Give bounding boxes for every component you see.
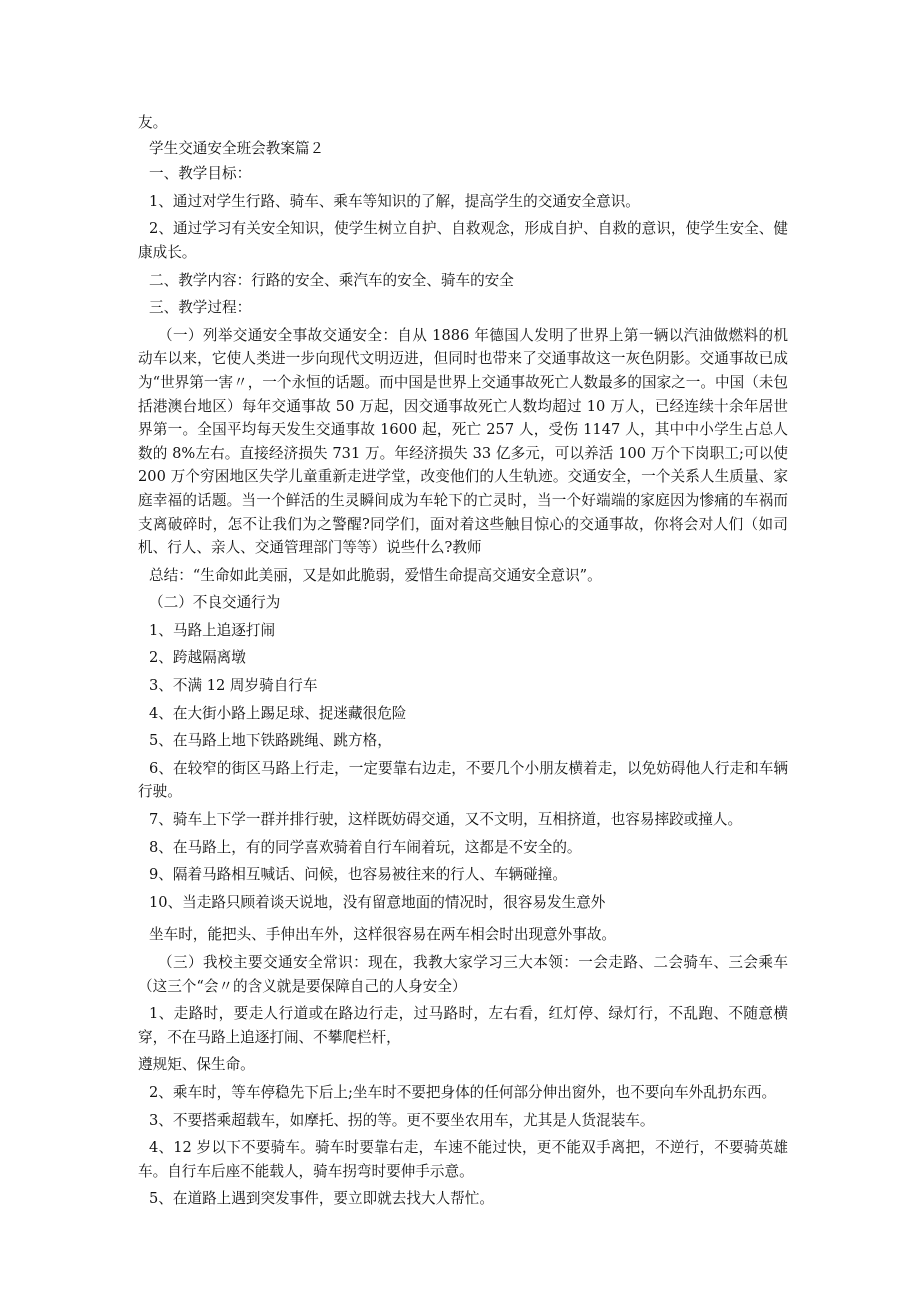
- safety-item-5: 5、在道路上遇到突发事件，要立即就去找大人帮忙。: [149, 1190, 494, 1208]
- safety-item-2: 2、乘车时，等车停稳先下后上;坐车时不要把身体的任何部分伸出窗外，也不要向车外乱扔东西。: [149, 1083, 777, 1101]
- safety-item-1-continuation: 遵规矩、保生命。: [138, 1056, 255, 1074]
- goal-item-2: 2、通过学习有关安全知识，使学生树立自护、自救观念，形成自护、自救的意识，使学生安全、健康成长。: [138, 220, 788, 261]
- heading-teaching-goals: 一、教学目标：: [149, 165, 252, 183]
- safety-item-3: 3、不要搭乘超载车，如摩托、拐的等。更不要坐农用车，尤其是人货混装车。: [149, 1111, 655, 1129]
- paragraph-continuation: 友。: [138, 114, 168, 131]
- heading-bad-behaviors: （二）不良交通行为: [149, 594, 281, 612]
- goal-item-1: 1、通过对学生行路、骑车、乘车等知识的了解，提高学生的交通安全意识。: [149, 192, 640, 210]
- paragraph-riding-warning: 坐车时，能把头、手伸出车外，这样很容易在两车相会时出现意外事故。: [149, 926, 617, 944]
- list-item: 6、在较窄的街区马路上行走，一定要靠右边走，不要几个小朋友横着走，以免妨碍他人行走和车辆行驶。: [138, 759, 788, 801]
- list-item: 10、当走路只顾着谈天说地，没有留意地面的情况时，很容易发生意外: [149, 893, 606, 911]
- list-item: 4、在大街小路上踢足球、捉迷藏很危险: [149, 704, 407, 722]
- list-item: 7、骑车上下学一群并排行驶，这样既妨碍交通，又不文明，互相挤道，也容易摔跤或撞人。: [149, 811, 743, 829]
- list-item: 3、不满 12 周岁骑自行车: [149, 677, 318, 695]
- paragraph-accident-statistics: （一）列举交通安全事故交通安全：自从 1886 年德国人发明了世界上第一辆以汽油做燃料的机动车以来，它使人类进一步向现代文明迈进，但同时也带来了交通事故这一灰色阴影。交通事故已成为“世界第一害〃，一个永恒的话题。而中国是世界上交通事故死亡人数最多的国家之一。中国（未包括港澳台地区）每年交通事故 50 万起，因交通事故死亡人数均超过 10 万人，已经连续十余年居世界第一。全国平均每天发生交通事故 1600 起，死亡 257 人，受伤 1147 人，其中中小学生占总人数的 8%左右。直接经济损失 731 万。年经济损失 33 亿多元，可以养活 100 万个下岗职工;可以使 200 万个穷困地区失学儿童重新走进学堂，改变他们的人生轨迹。交通安全，一个关系人生质量、家庭幸福的话题。当一个鲜活的生灵瞬间成为车轮下的亡灵时，当一个好端端的家庭因为惨痛的车祸而支离破碎时，怎不让我们为之警醒?同学们，面对着这些触目惊心的交通事故，你将会对人们（如司机、行人、亲人、交通管理部门等等）说些什么?教师: [138, 326, 788, 557]
- list-item: 2、跨越隔离墩: [149, 649, 246, 667]
- paragraph-summary: 总结：“生命如此美丽，又是如此脆弱，爱惜生命提高交通安全意识”。: [149, 566, 602, 584]
- list-item: 1、马路上追逐打闹: [149, 621, 276, 639]
- list-item: 5、在马路上地下铁路跳绳、跳方格，: [149, 732, 392, 750]
- safety-item-4: 4、12 岁以下不要骑车。骑车时要靠右走，车速不能过快，更不能双手离把，不逆行，不要骑英雄车。自行车后座不能载人，骑车拐弯时要伸手示意。: [138, 1139, 788, 1180]
- heading-school-safety: （三）我校主要交通安全常识：现在，我教大家学习三大本领：一会走路、二会骑车、三会乘车（这三个“会〃的含义就是要保障自己的人身安全）: [138, 954, 788, 995]
- list-item: 9、隔着马路相互喊话、问候，也容易被往来的行人、车辆碰撞。: [149, 866, 567, 884]
- safety-item-1: 1、走路时，要走人行道或在路边行走，过马路时，左右看，红灯停、绿灯行，不乱跑、不随意横穿，不在马路上追逐打闹、不攀爬栏杆，: [138, 1005, 788, 1046]
- section-title: 学生交通安全班会教案篇２: [149, 139, 325, 157]
- document-body: [138, 111, 788, 1211]
- heading-teaching-content: 二、教学内容：行路的安全、乘汽车的安全、骑车的安全: [149, 271, 514, 289]
- list-item: 8、在马路上，有的同学喜欢骑着自行车闹着玩，这都是不安全的。: [149, 838, 582, 856]
- heading-teaching-process: 三、教学过程：: [149, 299, 252, 317]
